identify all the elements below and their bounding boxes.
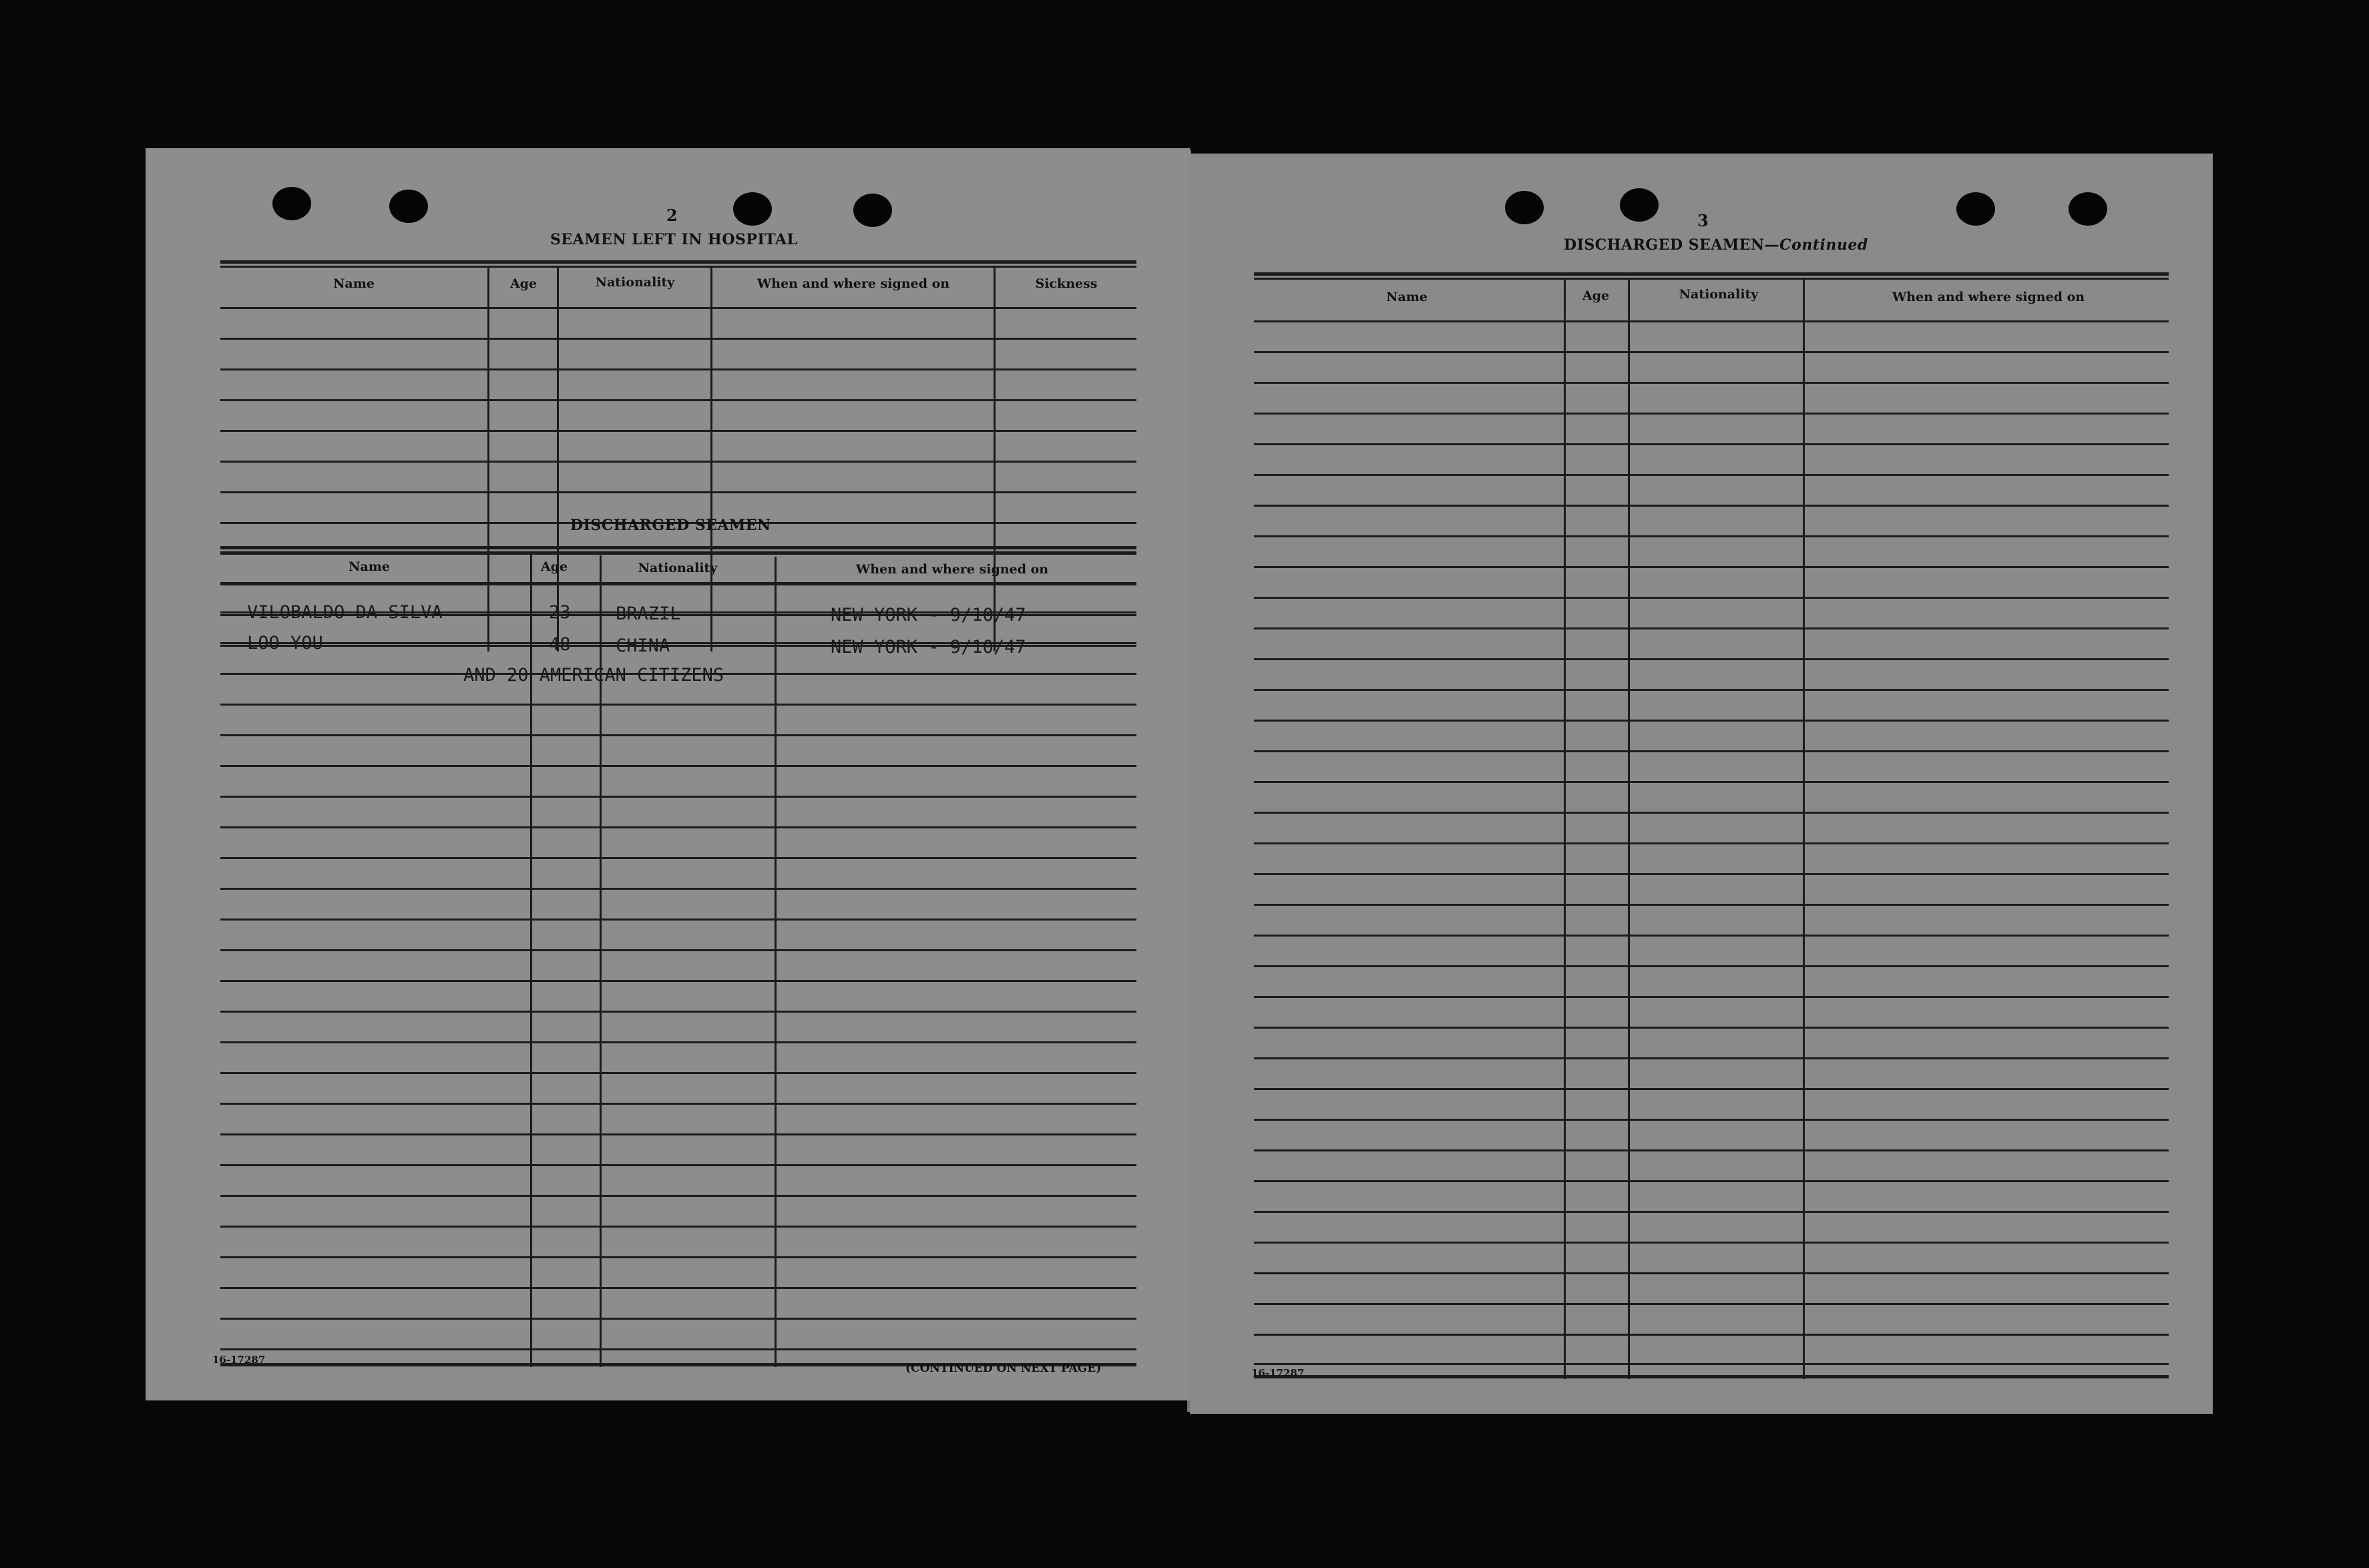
table-rule — [220, 826, 1136, 828]
table-rule — [220, 888, 1136, 890]
table-rule — [220, 430, 1136, 432]
table-rule — [1254, 1363, 2169, 1365]
table-rule — [220, 1348, 1136, 1350]
table-rule — [1254, 1149, 2169, 1151]
table-rule — [220, 919, 1136, 921]
table-rule — [1254, 1272, 2169, 1274]
table-rule — [1254, 1303, 2169, 1305]
table-rule — [1254, 627, 2169, 629]
table-rule — [1254, 413, 2169, 415]
col-header-nationality: Nationality — [595, 275, 675, 290]
table-rule — [1254, 750, 2169, 752]
table-rule — [1254, 935, 2169, 937]
form-number: 16-17287 — [1251, 1367, 1305, 1379]
col-header-signed-on: When and where signed on — [757, 276, 950, 291]
table-rule — [220, 546, 1136, 549]
col-header-name: Name — [349, 559, 390, 574]
table-rule — [220, 949, 1136, 951]
seaman-age: 23 — [549, 602, 571, 623]
table-rule — [1254, 382, 2169, 384]
table-rule — [220, 980, 1136, 982]
table-rule — [1254, 658, 2169, 660]
table-rule — [220, 461, 1136, 463]
col-header-signed-on: When and where signed on — [855, 562, 1049, 577]
table-rule — [220, 704, 1136, 706]
table-rule — [1254, 474, 2169, 476]
seaman-name: VILOBALDO DA SILVA — [247, 602, 443, 623]
punch-hole — [272, 187, 311, 220]
table-rule — [220, 796, 1136, 798]
table-rule — [1254, 1242, 2169, 1244]
right-page — [1190, 154, 2213, 1414]
table-rule — [1254, 904, 2169, 906]
punch-hole — [853, 194, 892, 227]
table-rule — [1254, 1334, 2169, 1336]
citizens-note: AND 20 AMERICAN CITIZENS — [463, 665, 724, 686]
discharged-continued-title — [1564, 236, 1868, 254]
table-rule — [220, 399, 1136, 401]
table-rule — [220, 582, 1136, 584]
table-rule — [1254, 812, 2169, 814]
table-rule — [1254, 689, 2169, 691]
table-rule — [220, 1133, 1136, 1135]
page-number: 2 — [666, 206, 678, 225]
table-rule — [220, 1011, 1136, 1013]
seaman-signed-on: NEW YORK - 9/10/47 — [831, 605, 1026, 625]
table-rule — [1254, 535, 2169, 537]
title-suffix: —Continued — [1764, 236, 1868, 254]
table-rule — [1254, 1211, 2169, 1213]
table-rule — [1254, 278, 2169, 280]
col-header-nationality: Nationality — [1679, 287, 1759, 302]
col-header-name: Name — [1386, 290, 1428, 304]
table-rule — [220, 1164, 1136, 1166]
table-rule — [220, 1195, 1136, 1197]
table-rule — [1254, 351, 2169, 353]
column-divider — [994, 267, 996, 651]
column-divider — [710, 267, 712, 651]
column-divider — [487, 267, 489, 651]
table-rule — [1254, 505, 2169, 507]
table-rule — [1254, 1119, 2169, 1121]
table-rule — [1254, 1088, 2169, 1090]
table-rule — [220, 857, 1136, 859]
col-header-name: Name — [333, 276, 375, 291]
seaman-nationality: BRAZIL — [616, 603, 681, 624]
table-rule — [220, 734, 1136, 736]
seaman-name: LOO YOU — [247, 633, 323, 654]
punch-hole — [1956, 192, 1995, 226]
col-header-nationality: Nationality — [638, 561, 718, 575]
discharged-section-title: DISCHARGED SEAMEN — [570, 517, 771, 534]
table-rule — [1254, 320, 2169, 322]
table-rule — [220, 491, 1136, 493]
col-header-signed-on: When and where signed on — [1892, 290, 2085, 304]
table-rule — [1254, 566, 2169, 568]
page-number: 3 — [1697, 211, 1709, 230]
table-rule — [1254, 272, 2169, 276]
table-rule — [220, 765, 1136, 767]
col-header-age: Age — [1582, 288, 1610, 303]
table-rule — [1254, 1057, 2169, 1059]
title-text: DISCHARGED SEAMEN — [1564, 236, 1765, 254]
table-rule — [220, 368, 1136, 370]
table-rule — [1254, 965, 2169, 967]
punch-hole — [733, 192, 772, 226]
table-rule — [220, 338, 1136, 340]
table-rule — [220, 266, 1136, 268]
table-rule — [1254, 781, 2169, 783]
table-rule — [220, 1226, 1136, 1228]
punch-hole — [389, 190, 428, 223]
table-rule — [1254, 1375, 2169, 1378]
table-rule — [220, 1041, 1136, 1043]
table-rule — [220, 1103, 1136, 1105]
column-divider — [775, 557, 777, 1367]
form-number: 16-17287 — [212, 1354, 266, 1366]
col-header-age: Age — [509, 276, 537, 291]
table-rule — [220, 1318, 1136, 1320]
table-rule — [1254, 443, 2169, 445]
table-rule — [1254, 1180, 2169, 1182]
table-rule — [220, 1072, 1136, 1074]
table-rule — [220, 1287, 1136, 1289]
table-rule — [220, 307, 1136, 309]
column-divider — [557, 267, 559, 651]
table-rule — [220, 260, 1136, 264]
hospital-section-title: SEAMEN LEFT IN HOSPITAL — [550, 231, 798, 248]
table-rule — [1254, 597, 2169, 599]
table-rule — [1254, 873, 2169, 875]
col-header-age: Age — [540, 559, 568, 574]
table-rule — [220, 1256, 1136, 1258]
punch-hole — [1505, 191, 1544, 224]
continued-note: (CONTINUED ON NEXT PAGE) — [905, 1362, 1102, 1375]
punch-hole — [1620, 188, 1659, 222]
seaman-signed-on: NEW YORK - 9/10/47 — [831, 637, 1026, 658]
col-header-sickness: Sickness — [1035, 276, 1098, 291]
punch-hole — [2069, 192, 2107, 226]
table-rule — [220, 551, 1136, 553]
table-rule — [1254, 842, 2169, 844]
table-rule — [1254, 1027, 2169, 1029]
table-rule — [1254, 720, 2169, 722]
table-rule — [1254, 996, 2169, 998]
left-page — [146, 148, 1190, 1400]
seaman-age: 48 — [549, 634, 571, 655]
seaman-nationality: CHINA — [616, 635, 670, 656]
